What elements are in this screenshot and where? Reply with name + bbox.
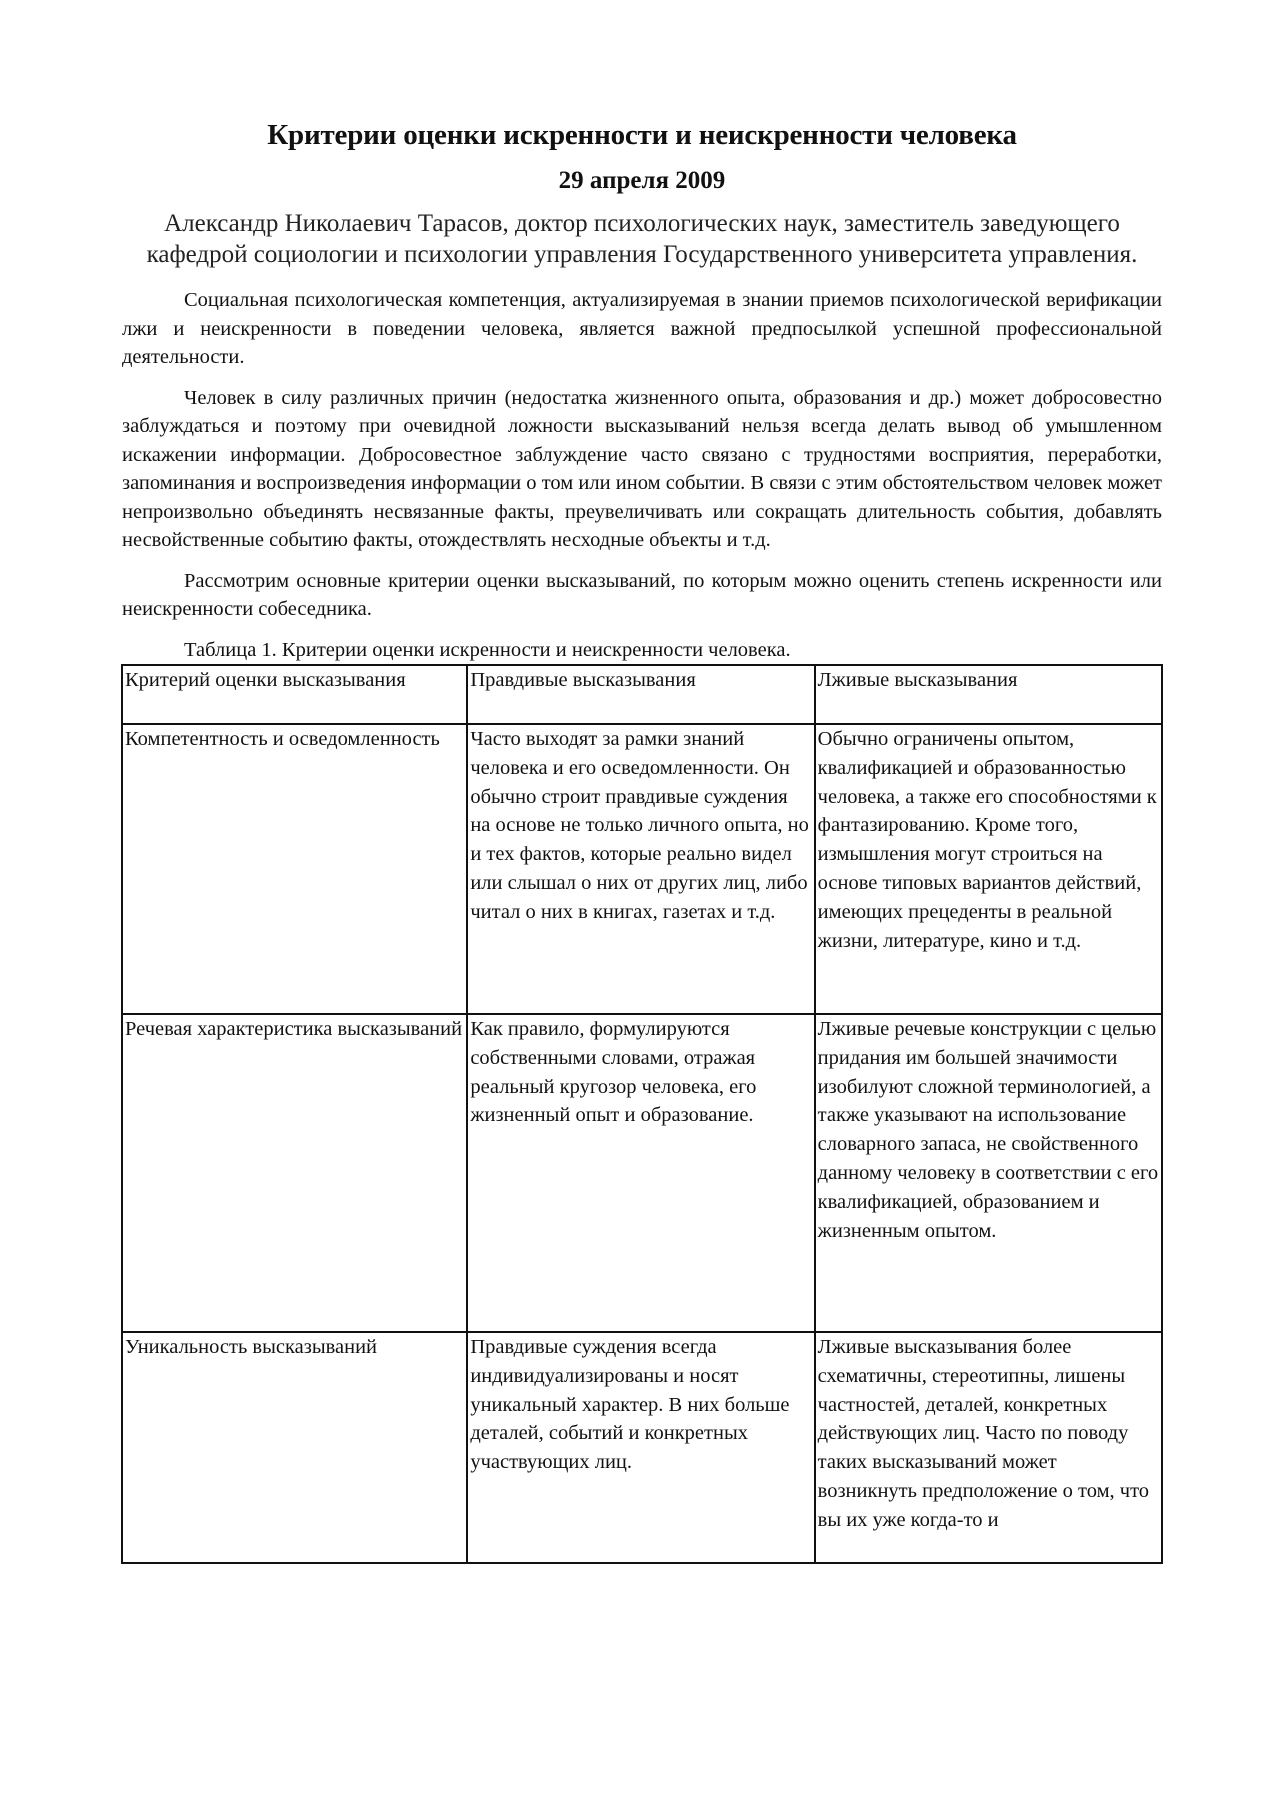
table-caption: Таблица 1. Критерии оценки искренности и неискренности человека. xyxy=(184,638,791,661)
table-row xyxy=(122,1014,1162,1332)
column-header-criterion: Критерий оценки высказывания xyxy=(122,665,467,724)
table-row xyxy=(122,724,1162,1014)
paragraph: Социальная психологическая компетенция, актуализируемая в знании приемов психологической верификации лжи и неискренности в поведении человека, является важной предпосылкой успешной профессиональной деятельности. xyxy=(122,289,1162,368)
cell-false: Лживые высказывания более схематичны, стереотипны, лишены частностей, деталей, конкретных действующих лиц. Часто по поводу таких высказываний может возникнуть предположение о том, что вы их уже когда-то и xyxy=(815,1332,1162,1563)
cell-false: Лживые речевые конструкции с целью придания им большей значимости изобилуют сложной терминологией, а также указывают на использование словарного запаса, не свойственного данному человеку в соответствии с его квалификацией, образованием и жизненным опытом. xyxy=(815,1014,1162,1332)
document-author: Александр Николаевич Тарасов, доктор психологических наук, заместитель заведующего кафедрой социологии и психологии управления Государственного университета управления. xyxy=(146,210,1138,268)
table-row xyxy=(122,1332,1162,1563)
cell-false: Обычно ограничены опытом, квалификацией и образованностью человека, а также его способностями к фантазированию. Кроме того, измышления могут строиться на основе типовых вариантов действий, имеющих прецеденты в реальной жизни, литературе, кино и т.д. xyxy=(815,724,1162,1014)
criteria-table xyxy=(121,664,1163,1564)
cell-criterion: Речевая характеристика высказываний xyxy=(122,1014,467,1332)
cell-truthful: Правдивые суждения всегда индивидуализированы и носят уникальный характер. В них больше деталей, событий и конкретных участвующих лиц. xyxy=(467,1332,814,1563)
document-date: 29 апреля 2009 xyxy=(558,167,726,194)
table-header-row xyxy=(122,665,1162,724)
paragraph: Человек в силу различных причин (недостатка жизненного опыта, образования и др.) может добросовестно заблуждаться и поэтому при очевидной ложности высказываний нельзя всегда делать вывод об умышленном искажении информации. Добросовестное заблуждение часто связано с трудностями восприятия, переработки, запоминания и воспроизведения информации о том или ином событии. В связи с этим обстоятельством человек может непроизвольно объединять несвязанные факты, преувеличивать или сокращать длительность события, добавлять несвойственные событию факты, отождествлять несходные объекты и т.д. xyxy=(122,386,1162,551)
cell-truthful: Часто выходят за рамки знаний человека и его осведомленности. Он обычно строит правдивые суждения на основе не только личного опыта, но и тех фактов, которые реально видел или слышал о них от других лиц, либо читал о них в книгах, газетах и т.д. xyxy=(467,724,814,1014)
column-header-truthful: Правдивые высказывания xyxy=(467,665,814,724)
document-title: Критерии оценки искренности и неискренности человека xyxy=(267,119,1017,151)
cell-truthful: Как правило, формулируются собственными словами, отражая реальный кругозор человека, его жизненный опыт и образование. xyxy=(467,1014,814,1332)
cell-criterion: Уникальность высказываний xyxy=(122,1332,467,1563)
document-page xyxy=(122,118,1162,1564)
cell-criterion: Компетентность и осведомленность xyxy=(122,724,467,1014)
paragraph: Рассмотрим основные критерии оценки высказываний, по которым можно оценить степень искренности или неискренности собеседника. xyxy=(122,569,1162,620)
column-header-false: Лживые высказывания xyxy=(815,665,1162,724)
